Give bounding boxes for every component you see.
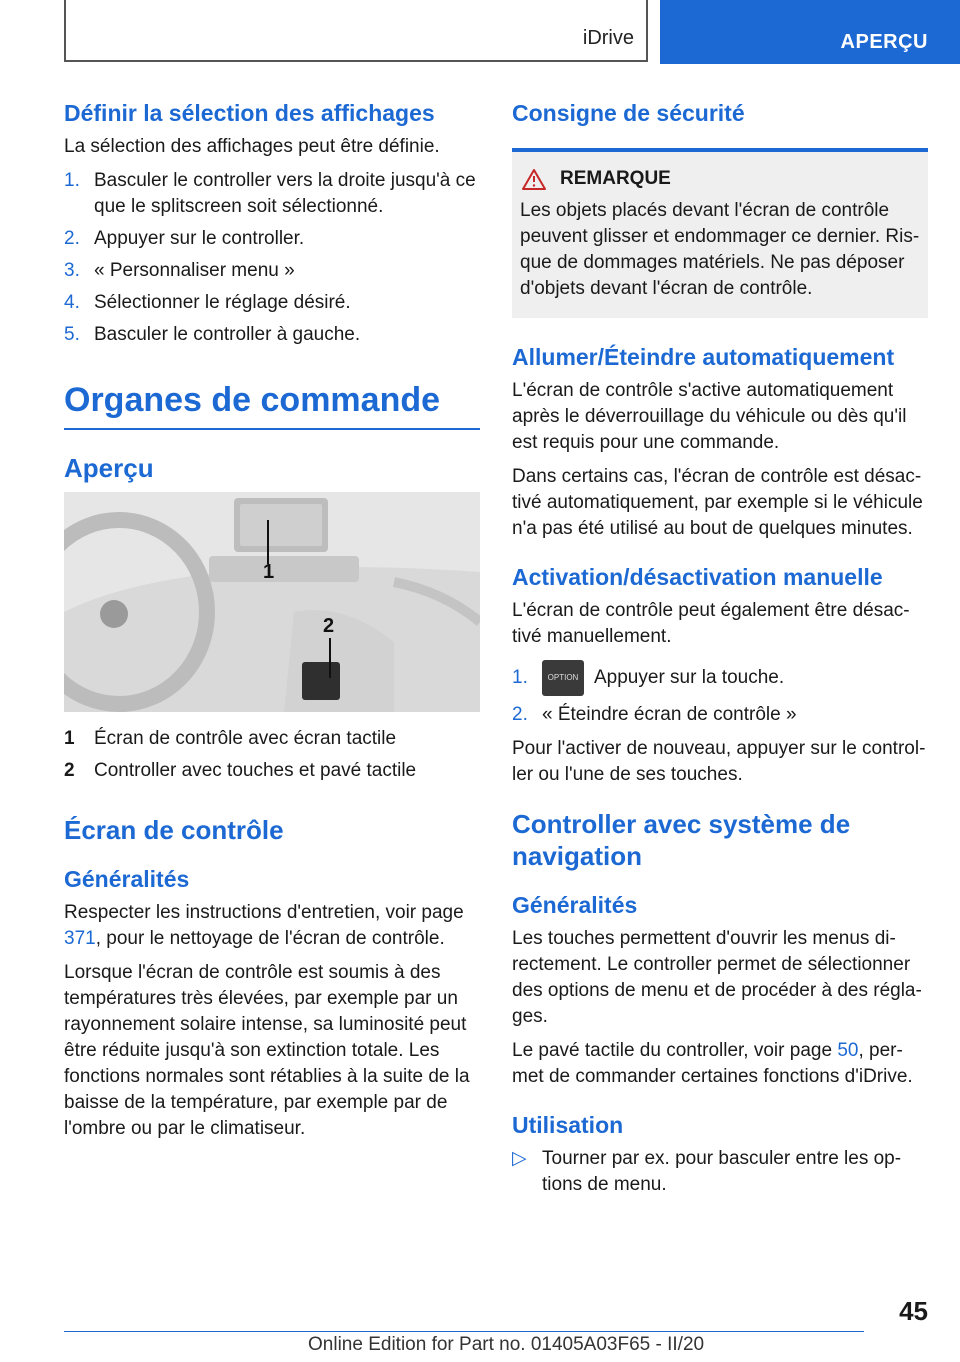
- auto-paragraph-1: L'écran de contrôle s'active automatiquement après le déverrouillage du véhicule ou dès qu'il est requis pour une commande.: [512, 380, 907, 453]
- text-run: Respecter les instructions d'entretien, voir page: [64, 902, 464, 923]
- utilisation-heading: Utilisation: [512, 1112, 624, 1139]
- list-item: [512, 702, 928, 728]
- selection-heading: Définir la sélection des affichages: [64, 100, 435, 126]
- note-box: [512, 148, 928, 318]
- generalites-heading-right: Généralités: [512, 892, 638, 919]
- cockpit-figure: [64, 492, 480, 712]
- list-item: [64, 758, 480, 784]
- list-item: [64, 168, 480, 220]
- controller-heading: Controller avec système de navigation: [512, 809, 851, 872]
- footer-divider: [64, 1331, 864, 1332]
- figure-legend: [64, 726, 480, 784]
- callout-2: 2: [323, 615, 335, 637]
- note-header: [520, 166, 922, 192]
- text-run: Le pavé tactile du controller, voir page: [512, 1040, 838, 1062]
- step-text: Appuyer sur la touche.: [594, 667, 785, 689]
- triangle-bullet-icon: ▷: [512, 1148, 527, 1170]
- page-number: 45: [899, 1296, 928, 1326]
- step-text: Appuyer sur le controller.: [94, 228, 305, 249]
- ecran-heading: Écran de contrôle: [64, 815, 284, 845]
- apercu-heading: Aperçu: [64, 453, 154, 483]
- manual-paragraph-2: Pour l'activer de nouveau, appuyer sur le controller ou l'une de ses touches.: [512, 738, 926, 786]
- step-text: Basculer le controller à gauche.: [94, 324, 361, 345]
- manual-steps: [512, 660, 928, 728]
- note-text: Les objets placés devant l'écran de contrôle peuvent glisser et endommager ce dernier. Risque de dommages matériels. Ne pas déposer d'objets devant l'écran de contrôle.: [520, 200, 920, 299]
- page-link-371[interactable]: 371: [64, 928, 96, 949]
- legend-text: Écran de contrôle avec écran tactile: [94, 728, 397, 749]
- manual-heading: Activation/désactivation manuelle: [512, 564, 883, 590]
- text-run: , permet de commander certaines fonctions d'iDrive.: [512, 1040, 913, 1088]
- generalites-paragraph-1: [64, 900, 480, 952]
- option-key-icon: OPTION: [542, 660, 584, 696]
- step-number: 5.: [64, 324, 80, 345]
- header-chapter-label: APERÇU: [840, 31, 928, 53]
- safety-heading: Consigne de sécurité: [512, 100, 745, 126]
- step-number: 2.: [512, 704, 528, 726]
- header-section-box: [64, 0, 648, 62]
- right-column: [512, 98, 928, 1204]
- step-number: 4.: [64, 292, 80, 313]
- generalites-heading: Généralités: [64, 866, 190, 892]
- step-number: 1.: [64, 170, 80, 191]
- legend-number: 1: [64, 728, 75, 749]
- step-number: 1.: [512, 667, 528, 688]
- page-link-50[interactable]: 50: [837, 1040, 859, 1062]
- list-item: [512, 660, 928, 696]
- list-item: [64, 322, 480, 348]
- step-text: « Personnaliser menu »: [94, 260, 295, 281]
- header-chapter-tab[interactable]: [660, 0, 960, 64]
- callout-1: 1: [263, 561, 275, 583]
- list-item: [64, 226, 480, 252]
- list-item: [64, 290, 480, 316]
- manual-paragraph-1: L'écran de contrôle peut également être désactivé manuellement.: [512, 600, 910, 647]
- step-number: 3.: [64, 260, 80, 281]
- step-text: « Éteindre écran de contrôle »: [542, 704, 797, 726]
- list-item: [64, 726, 480, 752]
- legend-number: 2: [64, 760, 75, 781]
- step-text: Sélectionner le réglage désiré.: [94, 292, 351, 313]
- legend-text: Controller avec touches et pavé tactile: [94, 760, 417, 781]
- controller-paragraph-2: [512, 1038, 928, 1090]
- left-column: [64, 98, 480, 1150]
- generalites-paragraph-2: Lorsque l'écran de contrôle est soumis à des températures très élevées, par exemple par un rayonnement solaire intense, sa luminosité peut être réduite jusqu'à son extinction totale. Les fonctions normales sont rétablies à la suite de la baisse de la température, par exemple par de l'ombre ou par le climatiseur.: [64, 962, 470, 1139]
- step-text: Basculer le controller vers la droite jusqu'à ce que le splitscreen soit sélectionné.: [94, 170, 476, 217]
- step-number: 2.: [64, 228, 80, 249]
- auto-paragraph-2: Dans certains cas, l'écran de contrôle est désactivé automatiquement, par exemple si le véhicule n'a pas été utilisé au bout de quelques minutes.: [512, 466, 923, 539]
- cockpit-illustration: [64, 492, 480, 712]
- warning-triangle-icon: [522, 168, 546, 190]
- bullet-text: Tourner par ex. pour basculer entre les options de menu.: [542, 1148, 902, 1196]
- selection-intro: La sélection des affichages peut être définie.: [64, 136, 440, 157]
- list-item: [64, 258, 480, 284]
- auto-heading: Allumer/Éteindre automatiquement: [512, 344, 895, 370]
- text-run: , pour le nettoyage de l'écran de contrôle.: [95, 928, 445, 949]
- selection-steps: [64, 168, 480, 348]
- controller-paragraph-1: Les touches permettent d'ouvrir les menus directement. Le controller permet de sélectionner des options de menu et de procéder à des réglages.: [512, 928, 922, 1028]
- list-item: [512, 1146, 928, 1198]
- section-heading-organes: Organes de commande: [64, 378, 480, 430]
- header-section-label: iDrive: [582, 27, 634, 49]
- note-label: REMARQUE: [560, 168, 671, 189]
- footer-edition: Online Edition for Part no. 01405A03F65 - II/20: [308, 1334, 705, 1355]
